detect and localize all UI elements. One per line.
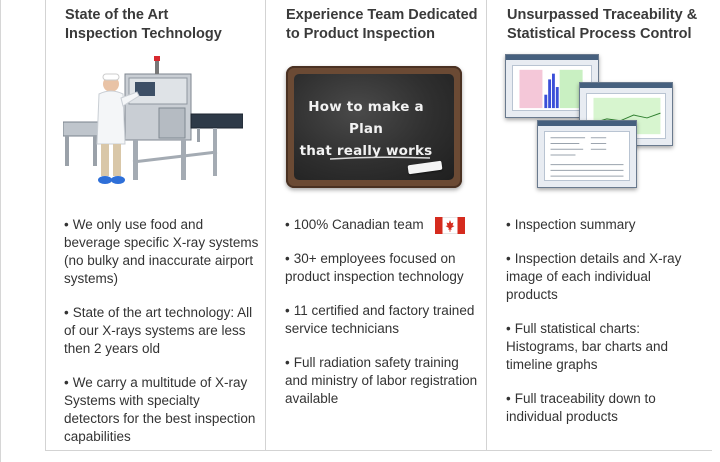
column-heading [507,6,712,44]
list-item: • Inspection details and X-ray image of each individual products [506,251,682,302]
heading-line: Inspection Technology [65,26,222,42]
bullet-list [506,216,701,442]
heading-line: to Product Inspection [286,26,436,42]
xray-inspection-machine-icon [63,52,243,192]
chalkboard-line: How to make a Plan [308,99,424,137]
list-item: • 30+ employees focused on product inspection technology [285,251,464,284]
bullet-list [64,216,259,462]
list-item: • Full statistical charts: Histograms, bar charts and timeline graphs [506,321,669,372]
column-traceability [487,0,712,450]
column-inspection-technology [45,0,265,450]
heading-line: Experience Team Dedicated [286,7,478,23]
column-experience-team [266,0,486,450]
heading-line: Statistical Process Control [507,26,692,42]
column-heading [65,6,270,44]
summary-table-icon [545,132,629,180]
heading-line: State of the Art [65,7,169,23]
list-item: • We only use food and beverage specific X-ray systems (no bulky and inaccurate airport systems) [64,217,259,286]
list-item: • Full radiation safety training and ministry of labor registration available [285,355,478,406]
list-item: • Full traceability down to individual products [506,391,656,424]
list-item: • We carry a multitude of X-ray Systems with specialty detectors for the best inspection capabilities [64,375,256,444]
left-border [0,0,1,462]
column-heading [286,6,491,44]
list-item: • 11 certified and factory trained service technicians [285,303,475,336]
summary-window [537,120,637,188]
chalkboard-line: that really works [299,143,433,159]
heading-line: Unsurpassed Traceability & [507,7,698,23]
chalkboard-image [286,66,462,188]
list-item: • Inspection summary [506,217,636,232]
software-screenshots-icon [505,52,695,194]
chalkboard-text [296,96,436,162]
canada-flag-icon [435,217,465,234]
list-item: • 100% Canadian team [285,216,480,234]
bullet-list [285,216,480,424]
chalk-underline-icon [330,156,430,160]
list-item: • State of the art technology: All of our X-rays systems are less then 2 years old [64,305,253,356]
